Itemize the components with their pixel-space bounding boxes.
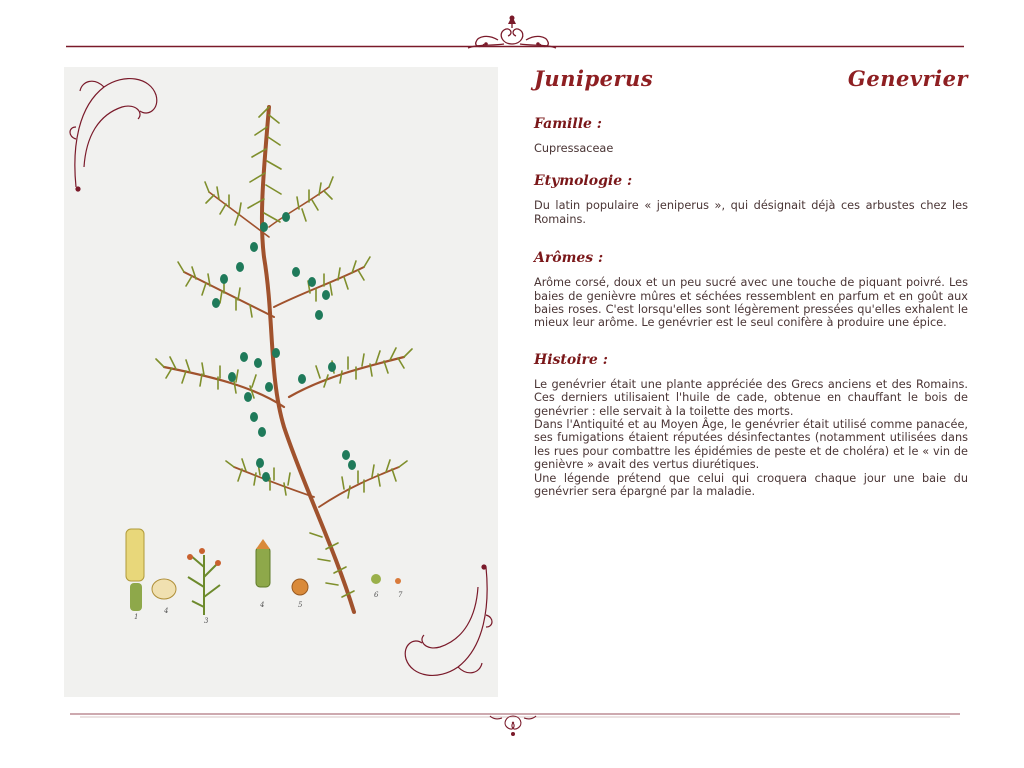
figure-label-7: 7: [398, 591, 403, 599]
juniper-plate-drawing: [64, 67, 498, 697]
figure-label-3: 3: [204, 617, 209, 625]
title-row: [534, 66, 968, 106]
aromes-heading: Arômes :: [534, 250, 604, 267]
histoire-paragraph: Le genévrier était une plante appréciée des Grecs anciens et des Romains. Ces derniers utilisaient l'huile de cade, obtenue en chauffant le bois de genévrier : elle servait à la toilette des morts.: [534, 377, 968, 418]
histoire-heading: Histoire :: [534, 351, 608, 368]
section-histoire: [534, 352, 968, 499]
aromes-text: Arôme corsé, doux et un peu sucré avec une touche de piquant poivré. Les baies de genièvre mûres et séchées ressemblent en parfum et en goût aux baies roses. C'est lorsqu'elles sont légèrement pressées qu'elles exhalent le mieux leur arôme. Le genévrier est le seul conifère à produire une épice.: [534, 276, 968, 330]
famille-heading: Famille :: [534, 116, 602, 132]
juniper-berries: [212, 212, 356, 482]
etymologie-heading: Etymologie :: [534, 173, 633, 190]
section-etymologie: [534, 173, 968, 226]
histoire-paragraph: Dans l'Antiquité et au Moyen Âge, le genévrier était utilisé comme panacée, ses fumigations étaient réputées désinfectantes (notamment utilisées dans les rues pour combattre les épidémies de peste et de choléra) et le « vin de genièvre » avait des vertus diurétiques.: [534, 418, 968, 472]
section-famille: [534, 116, 968, 155]
corner-flourish-top-left-icon: [70, 79, 157, 191]
latin-name-title: Juniperus: [534, 66, 654, 91]
histoire-text: [534, 378, 968, 499]
common-name-title: Genevrier: [847, 66, 968, 91]
figure-label-6: 6: [374, 591, 379, 599]
botanical-illustration: [64, 67, 498, 697]
figure-label-1: 1: [134, 613, 139, 621]
histoire-paragraph: Une légende prétend que celui qui croquera chaque jour une baie du genévrier sera épargné par la maladie.: [534, 471, 968, 499]
figure-label-4: 4: [260, 601, 265, 609]
top-flourish-icon: [458, 14, 566, 52]
bottom-flourish-icon: [488, 710, 538, 738]
famille-text: Cupressaceae: [534, 142, 614, 155]
figure-label-5: 5: [298, 601, 303, 609]
etymologie-text: Du latin populaire « jeniperus », qui désignait déjà ces arbustes chez les Romains.: [534, 199, 968, 226]
plant-description: [534, 66, 968, 499]
figure-label-2: 4: [164, 607, 169, 615]
section-aromes: [534, 250, 968, 330]
corner-flourish-bottom-right-icon: [405, 565, 492, 675]
